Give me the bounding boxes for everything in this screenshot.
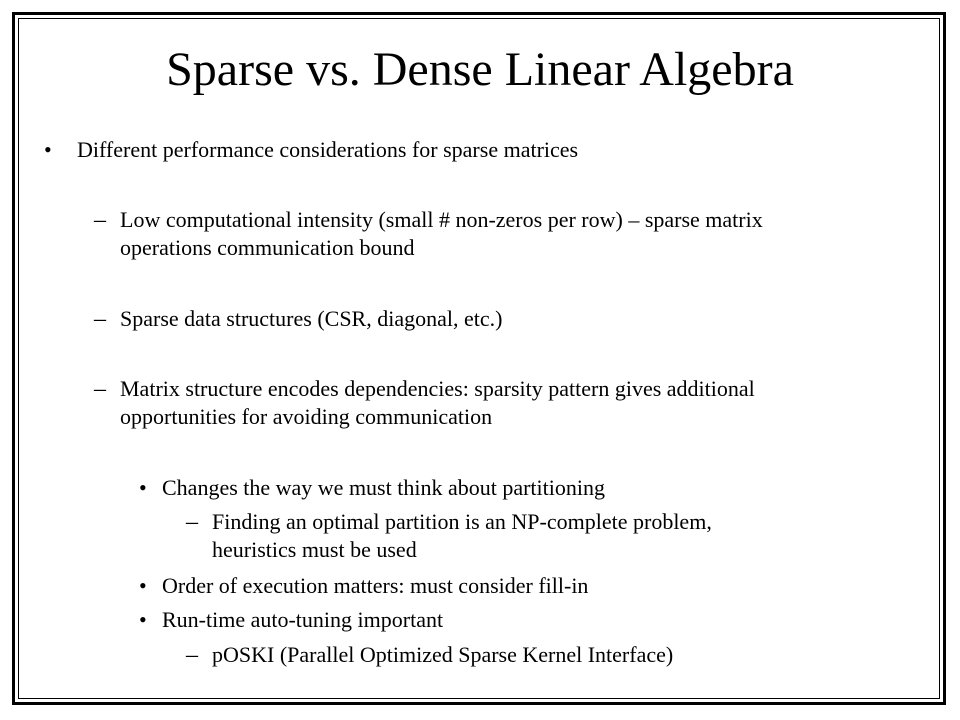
sub-bullet-text: Matrix structure encodes dependencies: sparsity pattern gives additional xyxy=(120,376,755,401)
bullet-icon: • xyxy=(139,475,147,500)
sub-sub-bullet-text: Order of execution matters: must consider fill-in xyxy=(162,573,589,598)
sub-sub-sub-bullet-text: Finding an optimal partition is an NP-complete problem, xyxy=(212,509,712,534)
dash-icon: – xyxy=(94,207,106,233)
sub-sub-bullet-text: Run-time auto-tuning important xyxy=(162,607,444,632)
sub-sub-sub-bullet-text: heuristics must be used xyxy=(212,537,417,562)
bullet-icon: • xyxy=(139,573,147,598)
dash-icon: – xyxy=(94,376,106,402)
bullet-text: Different performance considerations for sparse matrices xyxy=(77,137,579,162)
dash-icon: – xyxy=(94,306,106,332)
sub-bullet-text: Low computational intensity (small # non-zeros per row) – sparse matrix xyxy=(120,207,763,232)
sub-sub-sub-bullet-text: pOSKI (Parallel Optimized Sparse Kernel Interface) xyxy=(212,642,674,667)
slide-title: Sparse vs. Dense Linear Algebra xyxy=(166,43,794,96)
bullet-icon: • xyxy=(139,607,147,632)
sub-bullet-text: operations communication bound xyxy=(120,235,415,260)
sub-bullet-text: opportunities for avoiding communication xyxy=(120,404,493,429)
bullet-icon: • xyxy=(44,137,52,162)
dash-icon: – xyxy=(186,642,198,668)
sub-bullet-text: Sparse data structures (CSR, diagonal, etc.) xyxy=(120,306,503,331)
sub-sub-bullet-text: Changes the way we must think about partitioning xyxy=(162,475,605,500)
dash-icon: – xyxy=(186,509,198,535)
